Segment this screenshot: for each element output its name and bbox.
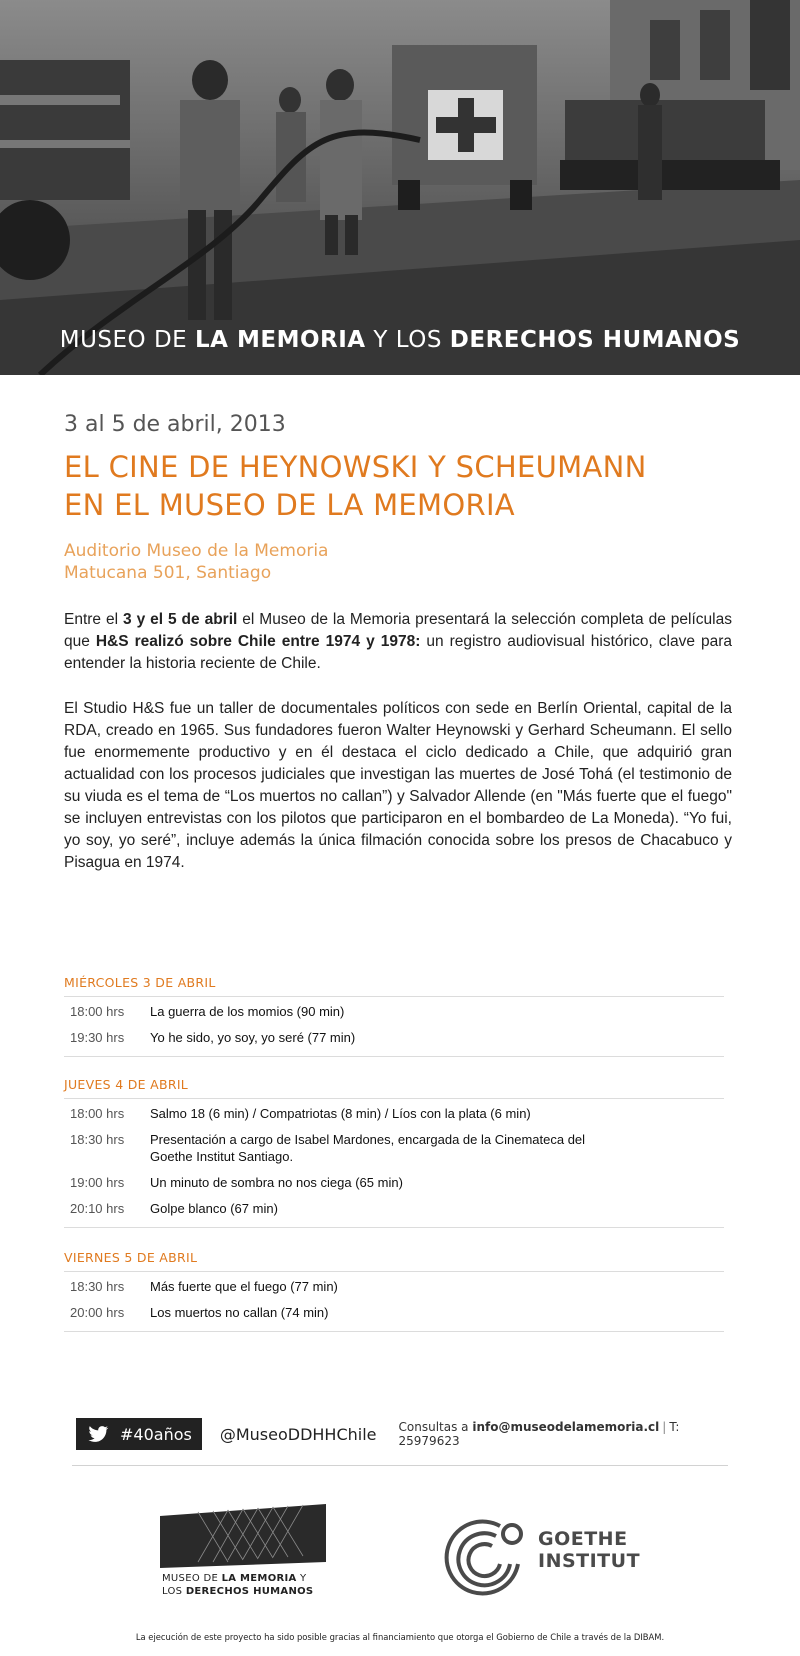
schedule-row: 18:00 hrs La guerra de los momios (90 min) — [70, 1004, 345, 1019]
schedule-row: 19:00 hrs Un minuto de sombra no nos ciega (65 min) — [70, 1175, 403, 1190]
funding-credits: La ejecución de este proyecto ha sido posible gracias al financiamiento que otorga el Gobierno de Chile a través de la DIBAM. — [135, 1632, 665, 1642]
schedule-row: 18:30 hrs Presentación a cargo de Isabel Mardones, encargada de la Cinemateca del Goethe Institut Santiago. — [70, 1132, 586, 1164]
schedule-day-wednesday — [64, 975, 724, 1057]
hero-banner — [0, 0, 800, 375]
schedule-row: 20:10 hrs Golpe blanco (67 min) — [70, 1201, 278, 1216]
twitter-handle[interactable]: @MuseoDDHHChile — [219, 1424, 377, 1444]
intro-paragraph-2: El Studio H&S fue un taller de documentales políticos con sede en Berlín Oriental, capital de la RDA, creado en 1965. Sus fundadores fueron Walter Heynowski y Gerhard Scheumann. El sello fue enormemente productivo y en él destaca el ciclo dedicado a Chile, que adquirió gran actualidad con los procesos judiciales que investigan las muertes de José Tohá (el testimonio de su viuda es el tema de “Los muertos no callan”) y Salvador Allende (en "Más fuerte que el fuego" se incluyen entrevistas con los pilotos que participaron en el bombardeo de La Moneda). “Yo fui, yo soy, yo seré”, incluye además la única filmación conocida sobre los presos de Chacabuco y Pisagua en 1974. — [64, 700, 732, 871]
day-heading: VIERNES 5 DE ABRIL — [64, 1250, 724, 1272]
day-heading: JUEVES 4 DE ABRIL — [64, 1077, 724, 1099]
goethe-logo-text: GOETHE INSTITUT — [538, 1528, 641, 1572]
twitter-hashtag[interactable]: #40años — [76, 1418, 202, 1450]
event-venue: Auditorio Museo de la Memoria Matucana 501, Santiago — [64, 541, 329, 583]
schedule-day-friday — [64, 1250, 724, 1332]
intro-paragraph-1: Entre el 3 y el 5 de abril el Museo de la Memoria presentará la selección completa de películas que H&S realizó sobre Chile entre 1974 y 1978: un registro audiovisual histórico, clave para entender la historia reciente de Chile. — [64, 611, 732, 672]
schedule-row: 18:30 hrs Más fuerte que el fuego (77 min) — [70, 1279, 338, 1294]
hero-photo — [0, 0, 800, 375]
schedule-row: 18:00 hrs Salmo 18 (6 min) / Compatriotas (8 min) / Líos con la plata (6 min) — [70, 1106, 531, 1121]
event-title: EL CINE DE HEYNOWSKI Y SCHEUMANN EN EL MUSEO DE LA MEMORIA — [64, 450, 647, 522]
schedule-row: 19:30 hrs Yo he sido, yo soy, yo seré (77 min) — [70, 1030, 356, 1045]
twitter-icon — [86, 1422, 110, 1446]
event-date: 3 al 5 de abril, 2013 — [64, 412, 286, 437]
contact-info: Consultas a info@museodelamemoria.cl | T: 25979623 — [398, 1420, 680, 1448]
schedule-row: 20:00 hrs Los muertos no callan (74 min) — [70, 1305, 329, 1320]
museo-logo-text: MUSEO DE LA MEMORIA Y LOS DERECHOS HUMANOS — [162, 1573, 314, 1597]
day-heading: MIÉRCOLES 3 DE ABRIL — [64, 975, 724, 997]
footer-divider — [72, 1465, 728, 1466]
hero-title: MUSEO DE LA MEMORIA Y LOS DERECHOS HUMANOS — [59, 327, 741, 353]
footer-contact-bar — [76, 1416, 731, 1452]
contact-phone: T: 25979623 — [398, 1420, 680, 1448]
contact-email[interactable]: info@museodelamemoria.cl — [472, 1420, 660, 1434]
schedule-day-thursday — [64, 1077, 724, 1228]
